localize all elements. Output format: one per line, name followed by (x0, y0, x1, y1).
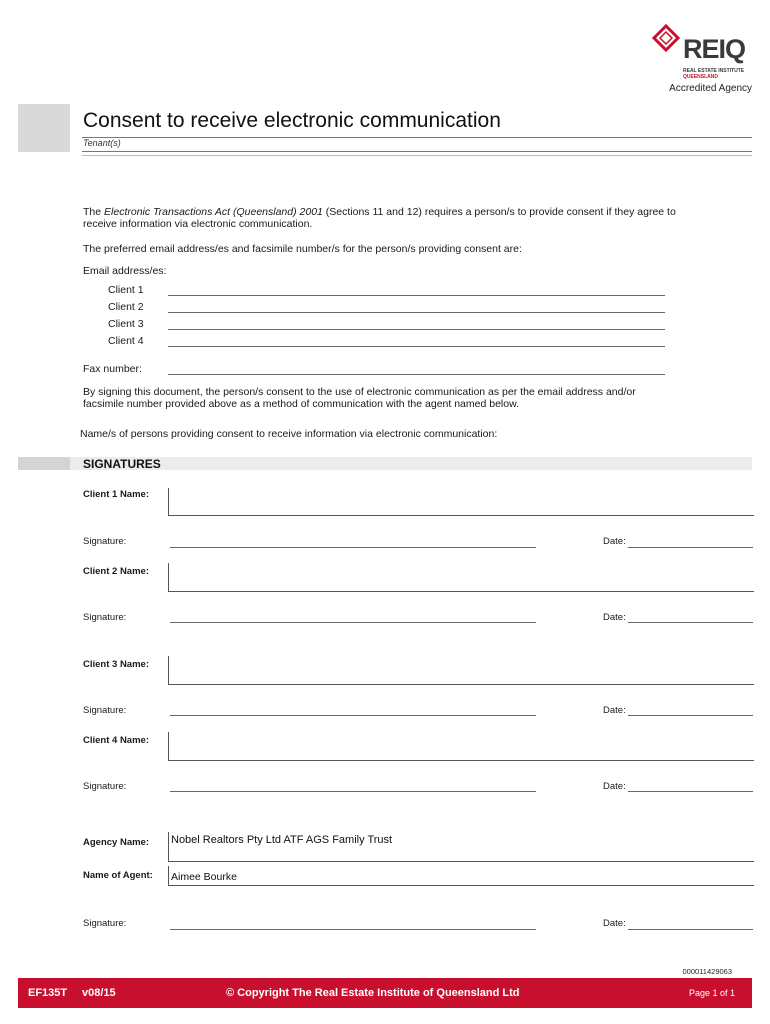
client-2-date-label: Date: (603, 612, 626, 623)
client-1-email-field[interactable] (168, 295, 665, 296)
client-3-name-label: Client 3 Name: (83, 659, 149, 670)
client-1-name-field[interactable] (168, 488, 754, 516)
agency-signature-label: Signature: (83, 918, 127, 929)
agency-name-label: Agency Name: (83, 837, 149, 848)
agent-name-label: Name of Agent: (83, 870, 153, 881)
logo-subtitle: REAL ESTATE INSTITUTE (683, 68, 745, 74)
signing-consent-text: By signing this document, the person/s consent to the use of electronic communication as per the email address and/or facsimile number provided above as a method of communication with the agent named below. (83, 386, 636, 410)
intro-paragraph (83, 206, 683, 230)
signatures-header-side (18, 457, 70, 470)
agent-name-field[interactable] (168, 866, 754, 886)
footer-bar (18, 978, 752, 1008)
page-title: Consent to receive electronic communication (83, 109, 501, 132)
client-2-email-label: Client 2 (108, 301, 144, 313)
page-number: Page 1 of 1 (689, 988, 736, 998)
subtitle-divider-light (82, 155, 752, 156)
client-4-name-field[interactable] (168, 732, 754, 761)
client-1-name-label: Client 1 Name: (83, 489, 149, 500)
subtitle-divider (82, 151, 752, 152)
page-subtitle: Tenant(s) (83, 138, 121, 148)
fax-number-field[interactable] (168, 374, 665, 375)
agency-name-value: Nobel Realtors Pty Ltd ATF AGS Family Trust (171, 834, 393, 846)
intro-suffix: (Sections 11 and 12) requires a person/s to provide consent if they agree to receive information via electronic communication. (83, 206, 676, 230)
client-2-name-label: Client 2 Name: (83, 566, 149, 577)
client-3-date-label: Date: (603, 705, 626, 716)
title-divider (82, 137, 752, 138)
preferred-contact-text: The preferred email address/es and facsimile number/s for the person/s providing consent are: (83, 243, 522, 255)
agency-date-label: Date: (603, 918, 626, 929)
client-4-email-label: Client 4 (108, 335, 144, 347)
document-number: 000011429063 (682, 967, 732, 976)
client-2-signature-label: Signature: (83, 612, 127, 623)
client-4-date-field[interactable] (628, 791, 753, 792)
client-3-signature-field[interactable] (170, 715, 536, 716)
client-4-date-label: Date: (603, 781, 626, 792)
client-4-signature-field[interactable] (170, 791, 536, 792)
email-label: Email address/es: (83, 265, 167, 277)
fax-label: Fax number: (83, 363, 142, 375)
signatures-heading: SIGNATURES (83, 457, 161, 471)
logo-subtitle-state: QUEENSLAND (683, 74, 719, 80)
client-1-date-label: Date: (603, 536, 626, 547)
client-3-email-field[interactable] (168, 329, 665, 330)
title-side-block (18, 104, 70, 152)
client-4-signature-label: Signature: (83, 781, 127, 792)
agency-name-field[interactable] (168, 832, 754, 862)
logo-wordmark: REIQ (683, 34, 746, 64)
form-code: EF135T (28, 987, 68, 999)
agency-date-field[interactable] (628, 929, 753, 930)
client-2-date-field[interactable] (628, 622, 753, 623)
agency-signature-field[interactable] (170, 929, 536, 930)
client-2-signature-field[interactable] (170, 622, 536, 623)
client-1-email-label: Client 1 (108, 284, 144, 296)
agent-name-value: Aimee Bourke (171, 871, 237, 883)
client-3-signature-label: Signature: (83, 705, 127, 716)
client-3-name-field[interactable] (168, 656, 754, 685)
client-2-name-field[interactable] (168, 563, 754, 592)
client-4-email-field[interactable] (168, 346, 665, 347)
accredited-agency-label: Accredited Agency (669, 83, 752, 94)
client-3-email-label: Client 3 (108, 318, 144, 330)
client-1-signature-label: Signature: (83, 536, 127, 547)
client-1-date-field[interactable] (628, 547, 753, 548)
form-version: v08/15 (82, 987, 116, 999)
client-1-signature-field[interactable] (170, 547, 536, 548)
names-consent-text: Name/s of persons providing consent to receive information via electronic communication: (80, 428, 498, 440)
client-3-date-field[interactable] (628, 715, 753, 716)
copyright-text: © Copyright The Real Estate Institute of Queensland Ltd (226, 987, 520, 999)
intro-prefix: The (83, 206, 105, 218)
act-name: Electronic Transactions Act (Queensland) 2001 (104, 206, 323, 218)
client-2-email-field[interactable] (168, 312, 665, 313)
client-4-name-label: Client 4 Name: (83, 735, 149, 746)
